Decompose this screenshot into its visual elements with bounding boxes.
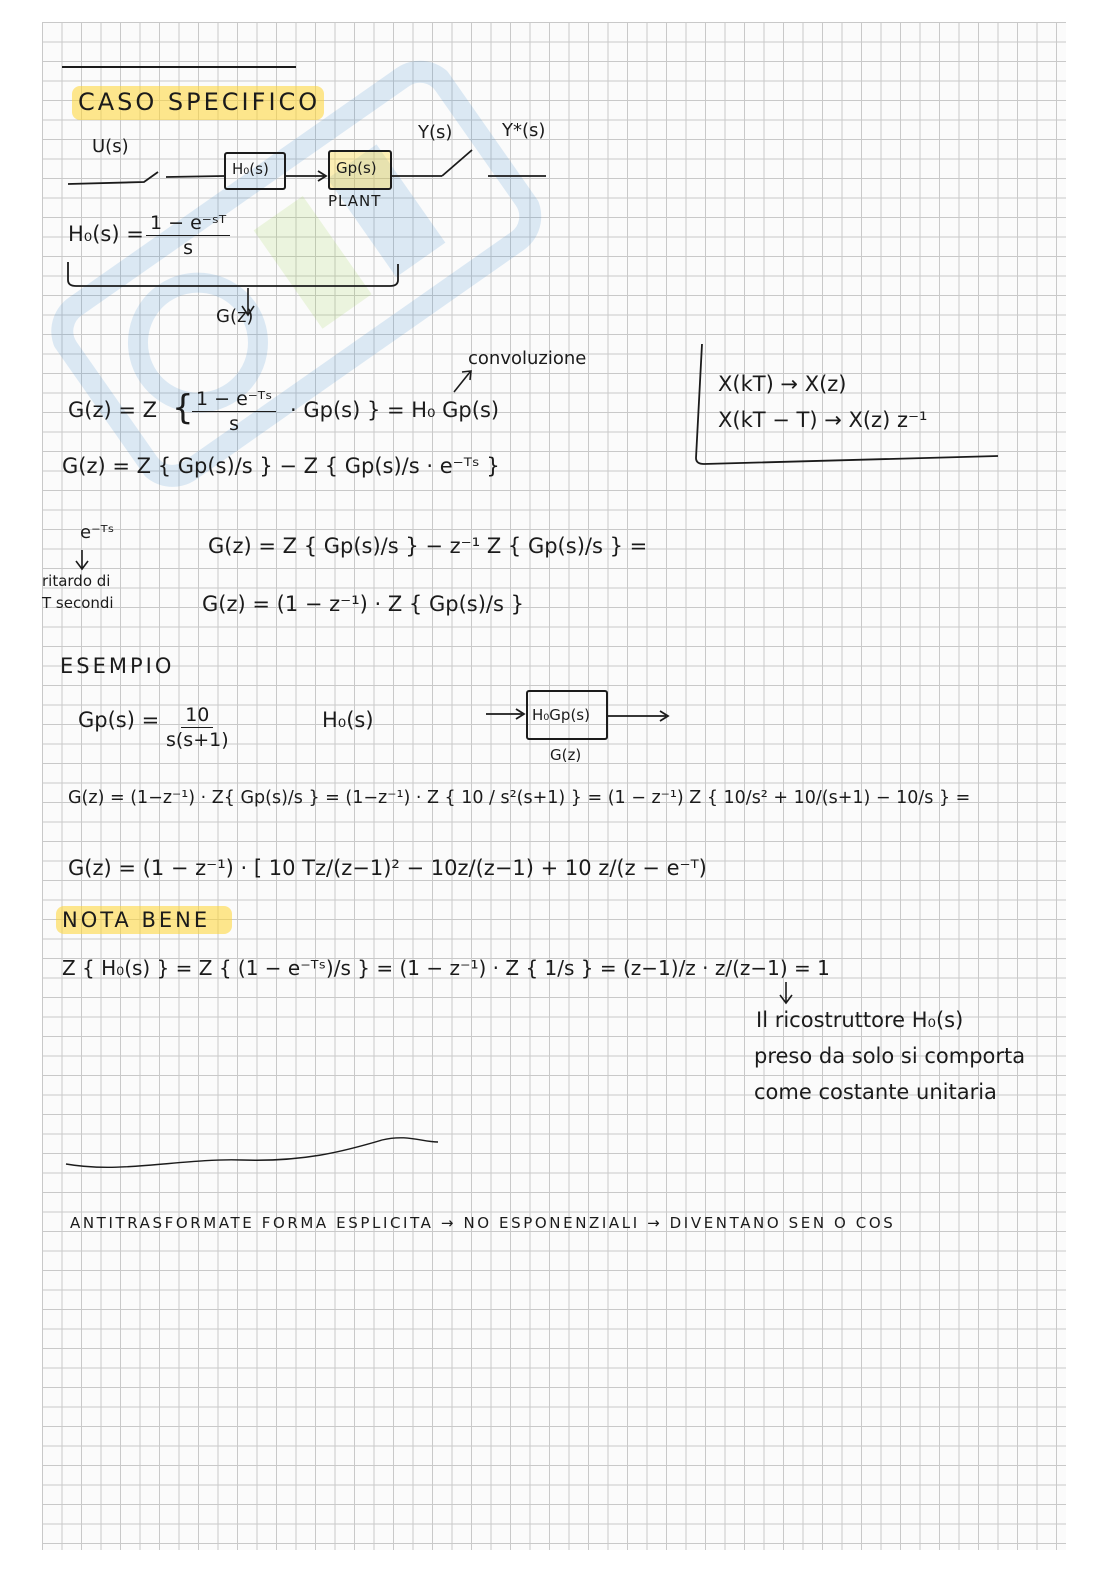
derivation-line1-fraction <box>192 388 276 435</box>
convoluzione-arrow <box>450 366 480 396</box>
derivation-line1-lhs: G(z) = Z <box>68 398 158 422</box>
ritardo-note-2: T secondi <box>42 594 114 612</box>
gz-result-label: G(z) <box>216 306 254 327</box>
esempio-gp-denominator: s(s+1) <box>166 729 229 751</box>
derivation-line3: G(z) = Z { Gp(s)/s } − z⁻¹ Z { Gp(s)/s } = <box>208 534 648 558</box>
derivation-line1-rest: · Gp(s) } = H₀ Gp(s) <box>290 398 500 422</box>
nota-comment-2: preso da solo si comporta <box>754 1044 1026 1068</box>
esempio-gp-fraction <box>166 704 229 751</box>
esempio-gp-numerator: 10 <box>181 704 213 728</box>
h0-numerator: 1 − e⁻ˢᵀ <box>146 212 230 236</box>
h0-denominator: s <box>183 237 194 259</box>
y-signal-label: Y(s) <box>418 122 453 143</box>
section-title-esempio: ESEMPIO <box>60 654 175 678</box>
ystar-signal-label: Y*(s) <box>502 120 546 141</box>
nota-arrow <box>776 980 796 1008</box>
ritardo-note-1: ritardo di <box>42 572 111 590</box>
nota-comment-3: come costante unitaria <box>754 1080 997 1104</box>
h0-block-label: H₀(s) <box>232 160 269 178</box>
ritardo-arrow <box>72 548 92 572</box>
h0-definition-lhs: H₀(s) = <box>68 222 144 246</box>
shift-row-2: X(kT − T) → X(z) z⁻¹ <box>718 408 928 432</box>
convoluzione-note: convoluzione <box>468 348 587 369</box>
nota-comment-1: Il ricostruttore H₀(s) <box>756 1008 964 1032</box>
footer-text: ANTITRASFORMATE FORMA ESPLICITA → NO ESPONENZIALI → DIVENTANO SEN O COS <box>70 1214 896 1232</box>
gp-block-label: Gp(s) <box>336 159 377 177</box>
brace-open: { <box>172 388 194 428</box>
derivation-line4: G(z) = (1 − z⁻¹) · Z { Gp(s)/s } <box>202 592 524 616</box>
nota-line: Z { H₀(s) } = Z { (1 − e⁻ᵀˢ)/s } = (1 − z⁻¹) · Z { 1/s } = (z−1)/z · z/(z−1) = 1 <box>62 956 830 980</box>
derivation-line2: G(z) = Z { Gp(s)/s } − Z { Gp(s)/s · e⁻ᵀˢ } <box>62 454 500 478</box>
esempio-h0: H₀(s) <box>322 708 374 732</box>
plant-label: PLANT <box>328 192 382 210</box>
shift-row-1: X(kT) → X(z) <box>718 372 847 396</box>
shift-property-frame <box>692 340 1012 470</box>
block-diagram <box>62 132 582 232</box>
line1-denominator: s <box>229 413 240 435</box>
u-signal-label: U(s) <box>92 136 129 157</box>
esempio-block-under: G(z) <box>550 746 582 764</box>
esempio-block-label: H₀Gp(s) <box>532 706 590 724</box>
esempio-gp-lhs: Gp(s) = <box>78 708 160 732</box>
esempio-line1: G(z) = (1−z⁻¹) · Z{ Gp(s)/s } = (1−z⁻¹) · Z { 10 / s²(s+1) } = (1 − z⁻¹) Z { 10/s² + 10/(s+1) − 10/s } = <box>68 788 971 808</box>
grid-paper <box>42 22 1066 1550</box>
section-title-nota: NOTA BENE <box>62 908 211 932</box>
wavy-separator <box>62 1122 442 1182</box>
ets-note: e⁻ᵀˢ <box>80 522 115 543</box>
top-rule <box>62 66 296 68</box>
section-title-caso: CASO SPECIFICO <box>78 88 321 116</box>
line1-numerator: 1 − e⁻ᵀˢ <box>192 388 276 412</box>
esempio-line2: G(z) = (1 − z⁻¹) · [ 10 Tz/(z−1)² − 10z/(z−1) + 10 z/(z − e⁻ᵀ) <box>68 856 707 880</box>
